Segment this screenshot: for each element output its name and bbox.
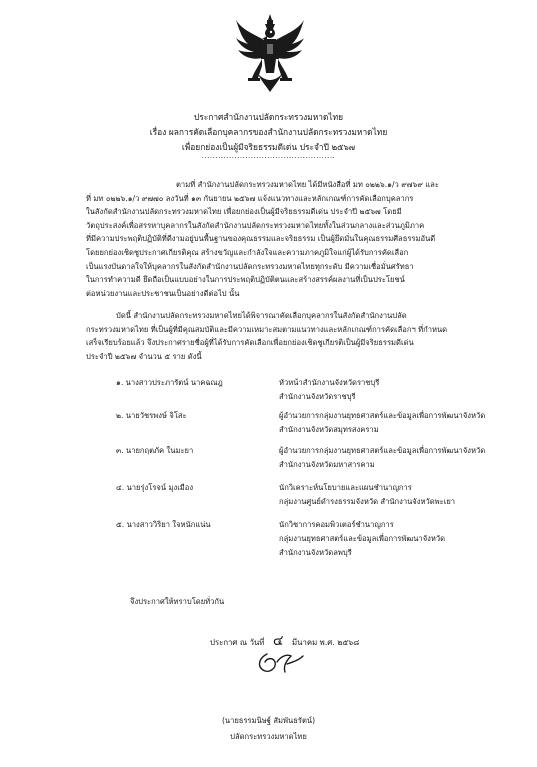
announcement-subject: เรื่อง ผลการคัดเลือกบุคลากรของสำนักงานปลัดกระทรวงมหาดไทย xyxy=(149,127,388,137)
list-item xyxy=(0,518,537,562)
list-item xyxy=(0,409,537,441)
position-line: กลุ่มงานยุทธศาสตร์และข้อมูลเพื่อการพัฒนาจังหวัด xyxy=(279,534,446,543)
paragraph-line: ต่อหน่วยงานและประชาชนเป็นอย่างดีต่อไป นั้น xyxy=(86,288,240,298)
signer-name: (นายธรรมนิษฐ์ สัมพันธรัตน์) xyxy=(221,716,316,725)
paragraph-line: ในสังกัดสำนักงานปลัดกระทรวงมหาดไทย เพื่อยกย่องเป็นผู้มีจริยธรรมดีเด่น ประจำปี ๒๕๖๗ โดยมี xyxy=(86,207,402,217)
awardee-position xyxy=(279,444,485,472)
position-line: กลุ่มงานศูนย์ดำรงธรรมจังหวัด สำนักงานจังหวัดพะเยา xyxy=(279,497,456,506)
announcement-title: ประกาศสำนักงานปลัดกระทรวงมหาดไทย xyxy=(193,112,344,122)
awardee-position xyxy=(279,481,455,509)
position-line: นักวิเคราะห์นโยบายและแผนชำนาญการ xyxy=(279,483,412,492)
list-item xyxy=(0,444,537,476)
garuda-emblem-icon xyxy=(234,12,306,94)
list-item xyxy=(0,376,537,404)
paragraph-line: โดยยกย่องเชิดชูประกาศเกียรติคุณ สร้างขวัญและกำลังใจและความภาคภูมิใจแก่ผู้ได้รับการคัดเลือก xyxy=(86,247,409,257)
paragraph-line: ที่มีความประพฤติปฏิบัติที่ดีงามอยู่บนพื้นฐานของคุณธรรมและจริยธรรม เป็นผู้ยึดมั่นในคุณธรรมศีลธรรมอันดี xyxy=(86,234,436,244)
paragraph-line: บัดนี้ สำนักงานปลัดกระทรวงมหาดไทยได้พิจารณาคัดเลือกบุคลากรในสังกัดสำนักงานปลัด xyxy=(116,311,407,320)
position-line: ผู้อำนวยการกลุ่มงานยุทธศาสตร์และข้อมูลเพื่อการพัฒนาจังหวัด xyxy=(279,446,486,455)
awardee-position xyxy=(279,409,485,437)
awardee-name: ๒. นายวัชรพงษ์ จิโสะ xyxy=(116,411,187,420)
date-prefix: ประกาศ ณ วันที่ xyxy=(210,638,265,647)
awardee-list xyxy=(0,376,537,562)
position-line: สำนักงานจังหวัดมหาสารคาม xyxy=(279,460,375,469)
position-line: สำนักงานจังหวัดลพบุรี xyxy=(279,548,352,557)
paragraph-line: ที่ มท ๐๒๒๖.๑/ว ๙๗๗๐ ลงวันที่ ๑๓ กันยายน ๒๕๖๗ แจ้งแนวทางและหลักเกณฑ์การคัดเลือกบุคลากร xyxy=(86,193,414,203)
announcement-date xyxy=(210,630,359,652)
header-divider: ................................................. xyxy=(201,152,336,160)
date-rest: มีนาคม พ.ศ. ๒๕๖๘ xyxy=(292,638,360,647)
date-day: ๔ xyxy=(272,633,284,649)
signature-image xyxy=(247,650,307,676)
announcement-subject-line2: เพื่อยกย่องเป็นผู้มีจริยธรรมดีเด่น ประจำปี ๒๕๖๗ xyxy=(181,142,356,152)
awardee-name: ๑. นางสาวประภารัตน์ นาคฉณฎ xyxy=(116,378,223,387)
list-item xyxy=(0,481,537,513)
position-line: ผู้อำนวยการกลุ่มงานยุทธศาสตร์และข้อมูลเพื่อการพัฒนาจังหวัด xyxy=(279,411,486,420)
position-line: นักวิชาการคอมพิวเตอร์ชำนาญการ xyxy=(279,520,394,529)
position-line: หัวหน้าสำนักงานจังหวัดราชบุรี xyxy=(279,378,380,387)
closing-statement: จึงประกาศให้ทราบโดยทั่วกัน xyxy=(130,597,225,606)
awardee-name: ๕. นางสาววิริยา ใจหนักแน่น xyxy=(116,520,211,529)
paragraph-line: ตามที่ สำนักงานปลัดกระทรวงมหาดไทย ได้มีหนังสือที่ มท ๐๒๒๖.๑/ว ๙๗๖๙ และ xyxy=(176,180,439,189)
signer-title: ปลัดกระทรวงมหาดไทย xyxy=(230,732,307,741)
paragraph-background xyxy=(86,178,478,300)
position-line: สำนักงานจังหวัดราชบุรี xyxy=(279,392,356,401)
paragraph-line: กระทรวงมหาดไทย ที่เป็นผู้ที่มีคุณสมบัติและมีความเหมาะสมตามแนวทางและหลักเกณฑ์การคัดเลือกฯ ที่กำหนด xyxy=(86,324,448,334)
awardee-name: ๓. นายกฤตภัค ในมะยา xyxy=(116,446,194,455)
paragraph-line: เสร็จเรียบร้อยแล้ว จึงประกาศรายชื่อผู้ที่ได้รับการคัดเลือกเพื่อยกย่องเชิดชูเกียรติเป็นผู้มีจริยธรรมดีเด่น xyxy=(86,338,414,348)
paragraph-line: ประจำปี ๒๕๖๗ จำนวน ๕ ราย ดังนี้ xyxy=(86,351,202,361)
paragraph-line: วัตถุประสงค์เพื่อสรรหาบุคลากรในสังกัดสำนักงานปลัดกระทรวงมหาดไทยทั้งในส่วนกลางและส่วนภูมิภาค xyxy=(86,220,425,230)
awardee-position xyxy=(279,518,445,560)
awardee-name: ๔. นายรุ่งโรจน์ มุงเมือง xyxy=(116,483,194,492)
paragraph-line: ในการทำความดี ยึดถือเป็นแบบอย่างในการประพฤติปฏิบัติตนและสร้างสรรค์ผลงานที่เป็นประโยชน์ xyxy=(86,275,405,285)
position-line: สำนักงานจังหวัดสมุทรสงคราม xyxy=(279,425,379,434)
paragraph-line: เป็นแรงบันดาลใจให้บุคลากรในสังกัดสำนักงานปลัดกระทรวงมหาดไทยทุกระดับ มีความเชื่อมั่นศรัทธา xyxy=(86,261,414,271)
awardee-position xyxy=(279,376,379,404)
paragraph-result xyxy=(86,309,478,363)
